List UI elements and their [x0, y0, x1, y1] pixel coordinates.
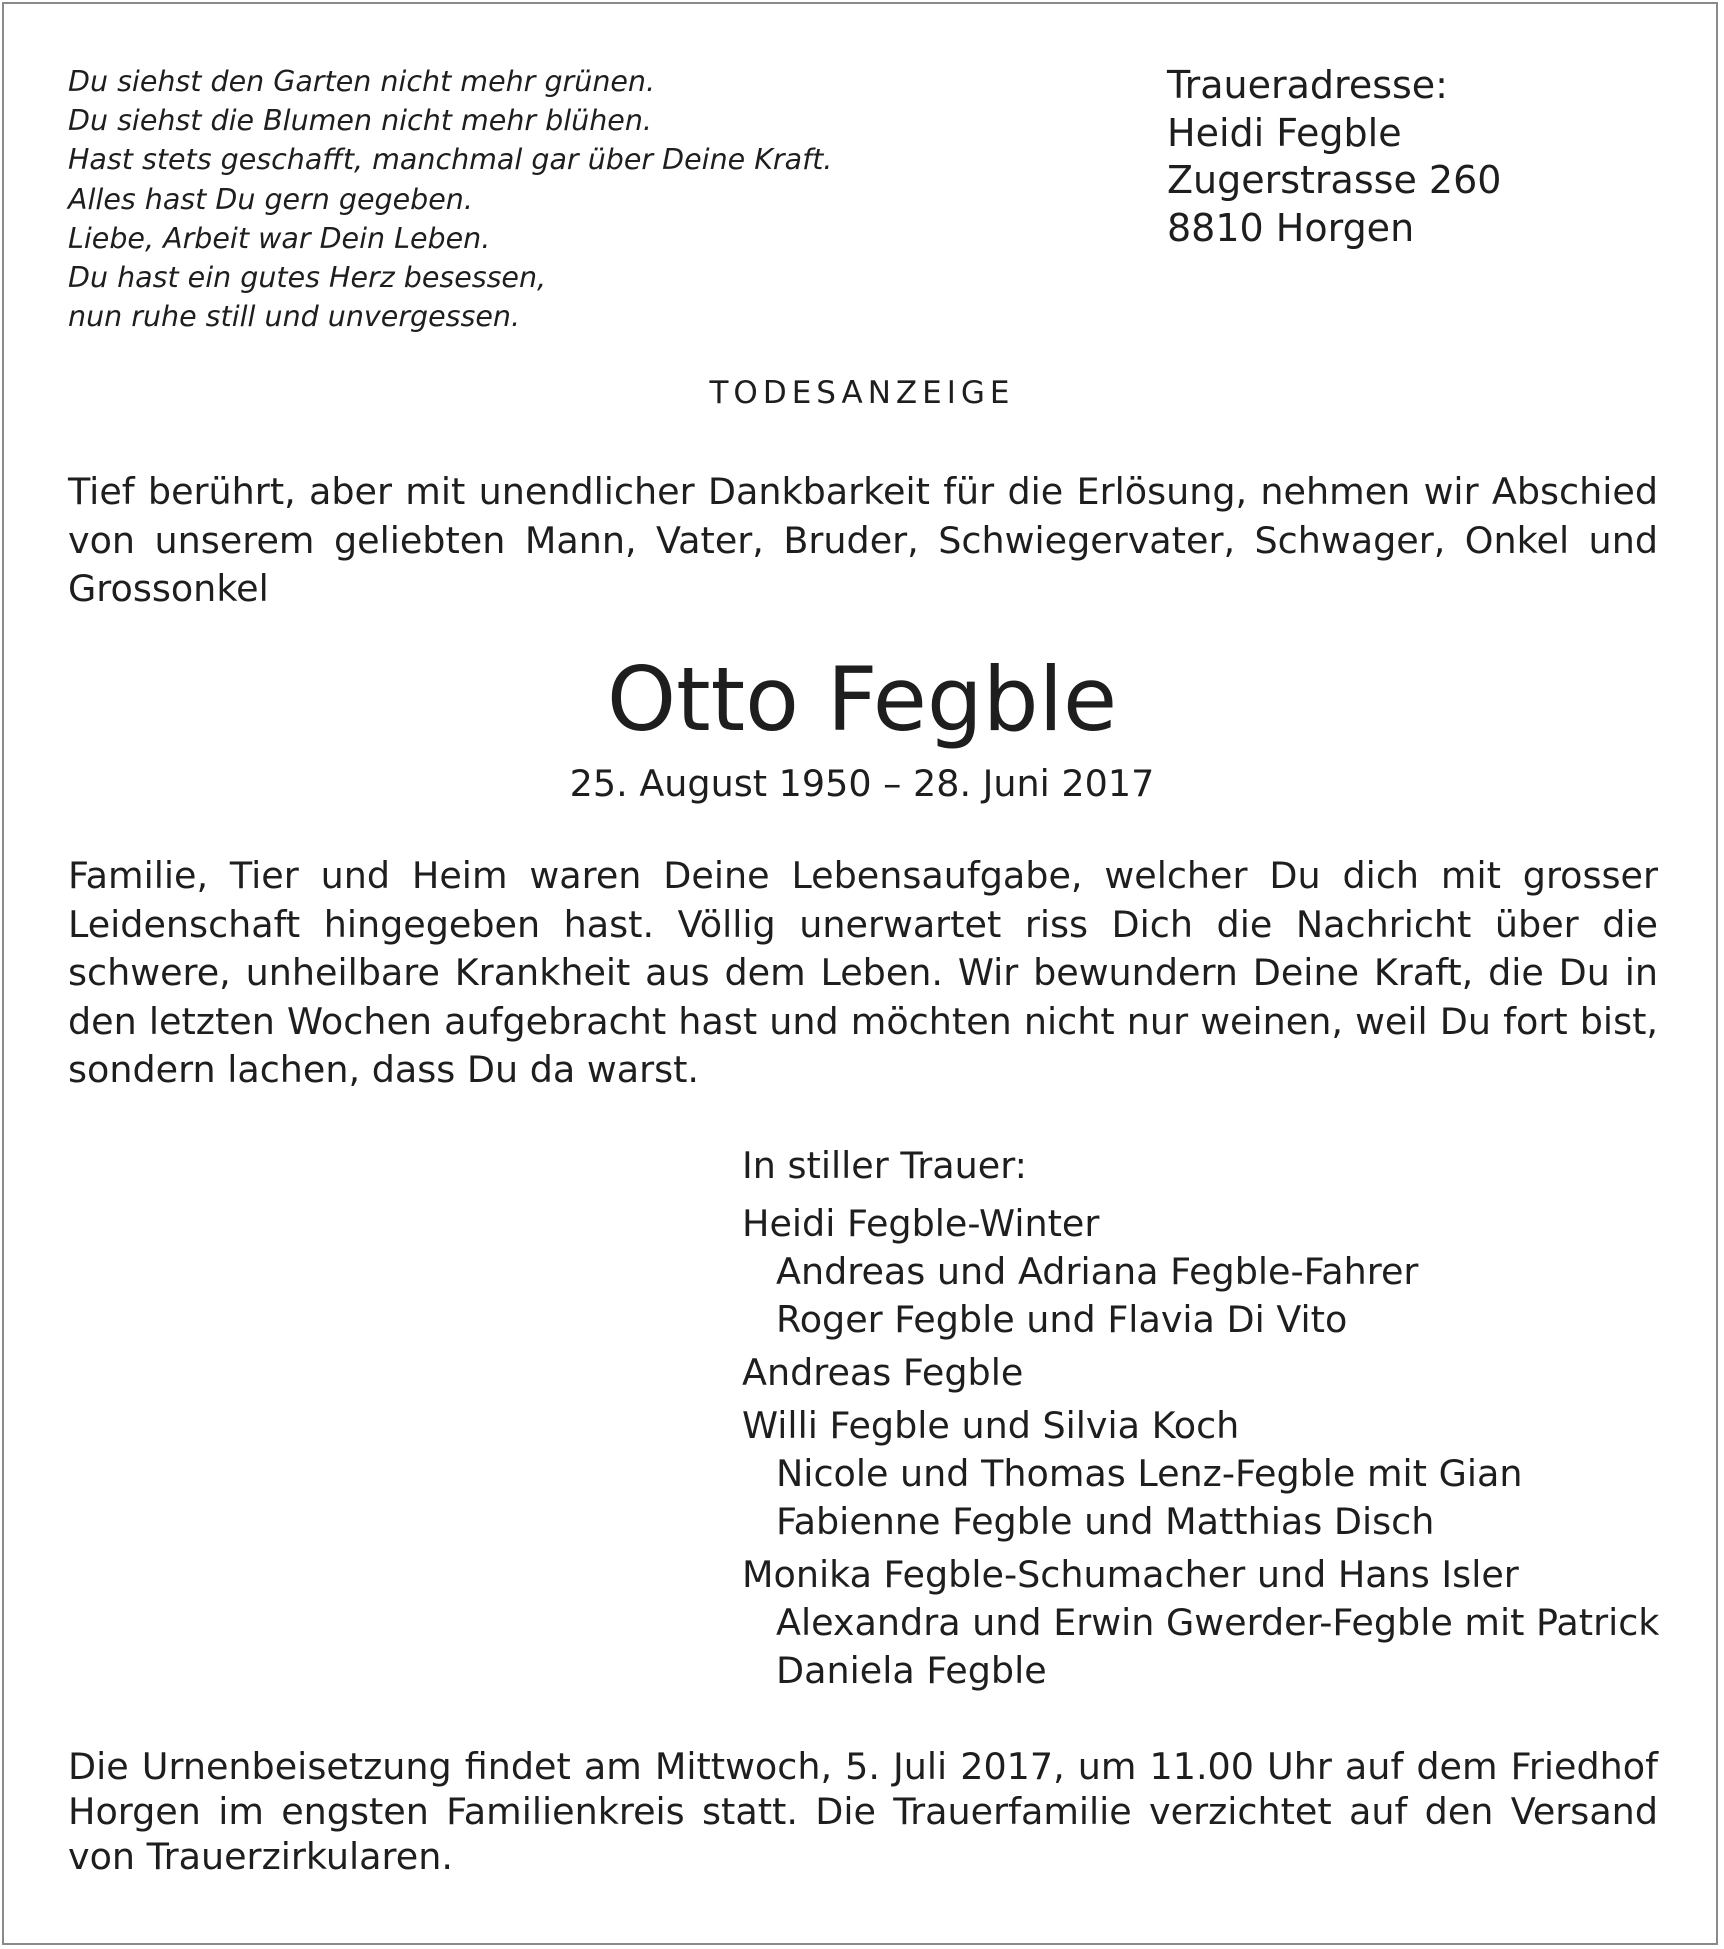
mourner-group [742, 1551, 1682, 1695]
mourner-name: Monika Fegble-Schumacher und Hans Isler [742, 1553, 1519, 1596]
life-dates: 25. August 1950 – 28. Juni 2017 [569, 762, 1155, 805]
mourning-address [1167, 62, 1667, 252]
poem-line: Du siehst den Garten nicht mehr grünen. [68, 65, 656, 98]
poem-line: Du siehst die Blumen nicht mehr blühen. [68, 104, 652, 138]
poem-line: Hast stets geschafft, manchmal gar über Deine Kraft. [68, 143, 833, 177]
poem [68, 62, 888, 336]
address-label: Traueradresse: [1167, 63, 1448, 107]
poem-line: nun ruhe still und unvergessen. [68, 300, 521, 334]
mourners-list [742, 1142, 1682, 1700]
mourner-name: Andreas Fegble [742, 1351, 1024, 1394]
burial-paragraph: Die Urnenbeisetzung findet am Mittwoch, 5. Juli 2017, um 11.00 Uhr auf dem Friedhof Horgen im engsten Familienkreis statt. Die Trauerfamilie verzichtet auf den Versand von Trauerzirkularen. [68, 1745, 1658, 1878]
address-name: Heidi Fegble [1167, 110, 1402, 155]
address-city: 8810 Horgen [1167, 205, 1415, 250]
deceased-name: Otto Fegble [606, 648, 1118, 751]
mourner-child: Andreas und Adriana Fegble-Fahrer [776, 1250, 1419, 1293]
mourner-group [742, 1349, 1682, 1397]
mourner-child: Daniela Fegble [776, 1649, 1047, 1692]
notice-heading: TODESANZEIGE [709, 375, 1015, 411]
poem-line: Liebe, Arbeit war Dein Leben. [68, 221, 491, 255]
mourner-group [742, 1402, 1682, 1546]
tribute-paragraph: Familie, Tier und Heim waren Deine Lebensaufgabe, welcher Du dich mit grosser Leidenschaft hingegeben hast. Völlig unerwartet riss Dich die Nachricht über die schwere, unheilbare Krankheit aus dem Leben. Wir bewundern Deine Kraft, die Du in den letzten Wochen aufgebracht hast und möchten nicht nur weinen, weil Du fort bist, sondern lachen, dass Du da warst. [68, 854, 1658, 1091]
mourner-child: Roger Fegble und Flavia Di Vito [776, 1298, 1348, 1341]
mourner-name: Willi Fegble und Silvia Koch [742, 1404, 1240, 1447]
poem-line: Du hast ein gutes Herz besessen, [68, 261, 547, 295]
mourner-group [742, 1200, 1682, 1344]
mourners-lead: In stiller Trauer: [742, 1144, 1027, 1187]
poem-line: Alles hast Du gern gegeben. [68, 182, 473, 216]
intro-paragraph: Tief berührt, aber mit unendlicher Dankbarkeit für die Erlösung, nehmen wir Abschied von unserem geliebten Mann, Vater, Bruder, Schwiegervater, Schwager, Onkel und Grossonkel [68, 470, 1658, 610]
mourner-child: Nicole und Thomas Lenz-Fegble mit Gian [776, 1452, 1523, 1495]
mourner-child: Alexandra und Erwin Gwerder-Fegble mit Patrick [776, 1601, 1660, 1644]
mourner-name: Heidi Fegble-Winter [742, 1202, 1100, 1245]
mourner-child: Fabienne Fegble und Matthias Disch [776, 1500, 1435, 1543]
address-street: Zugerstrasse 260 [1167, 158, 1502, 202]
